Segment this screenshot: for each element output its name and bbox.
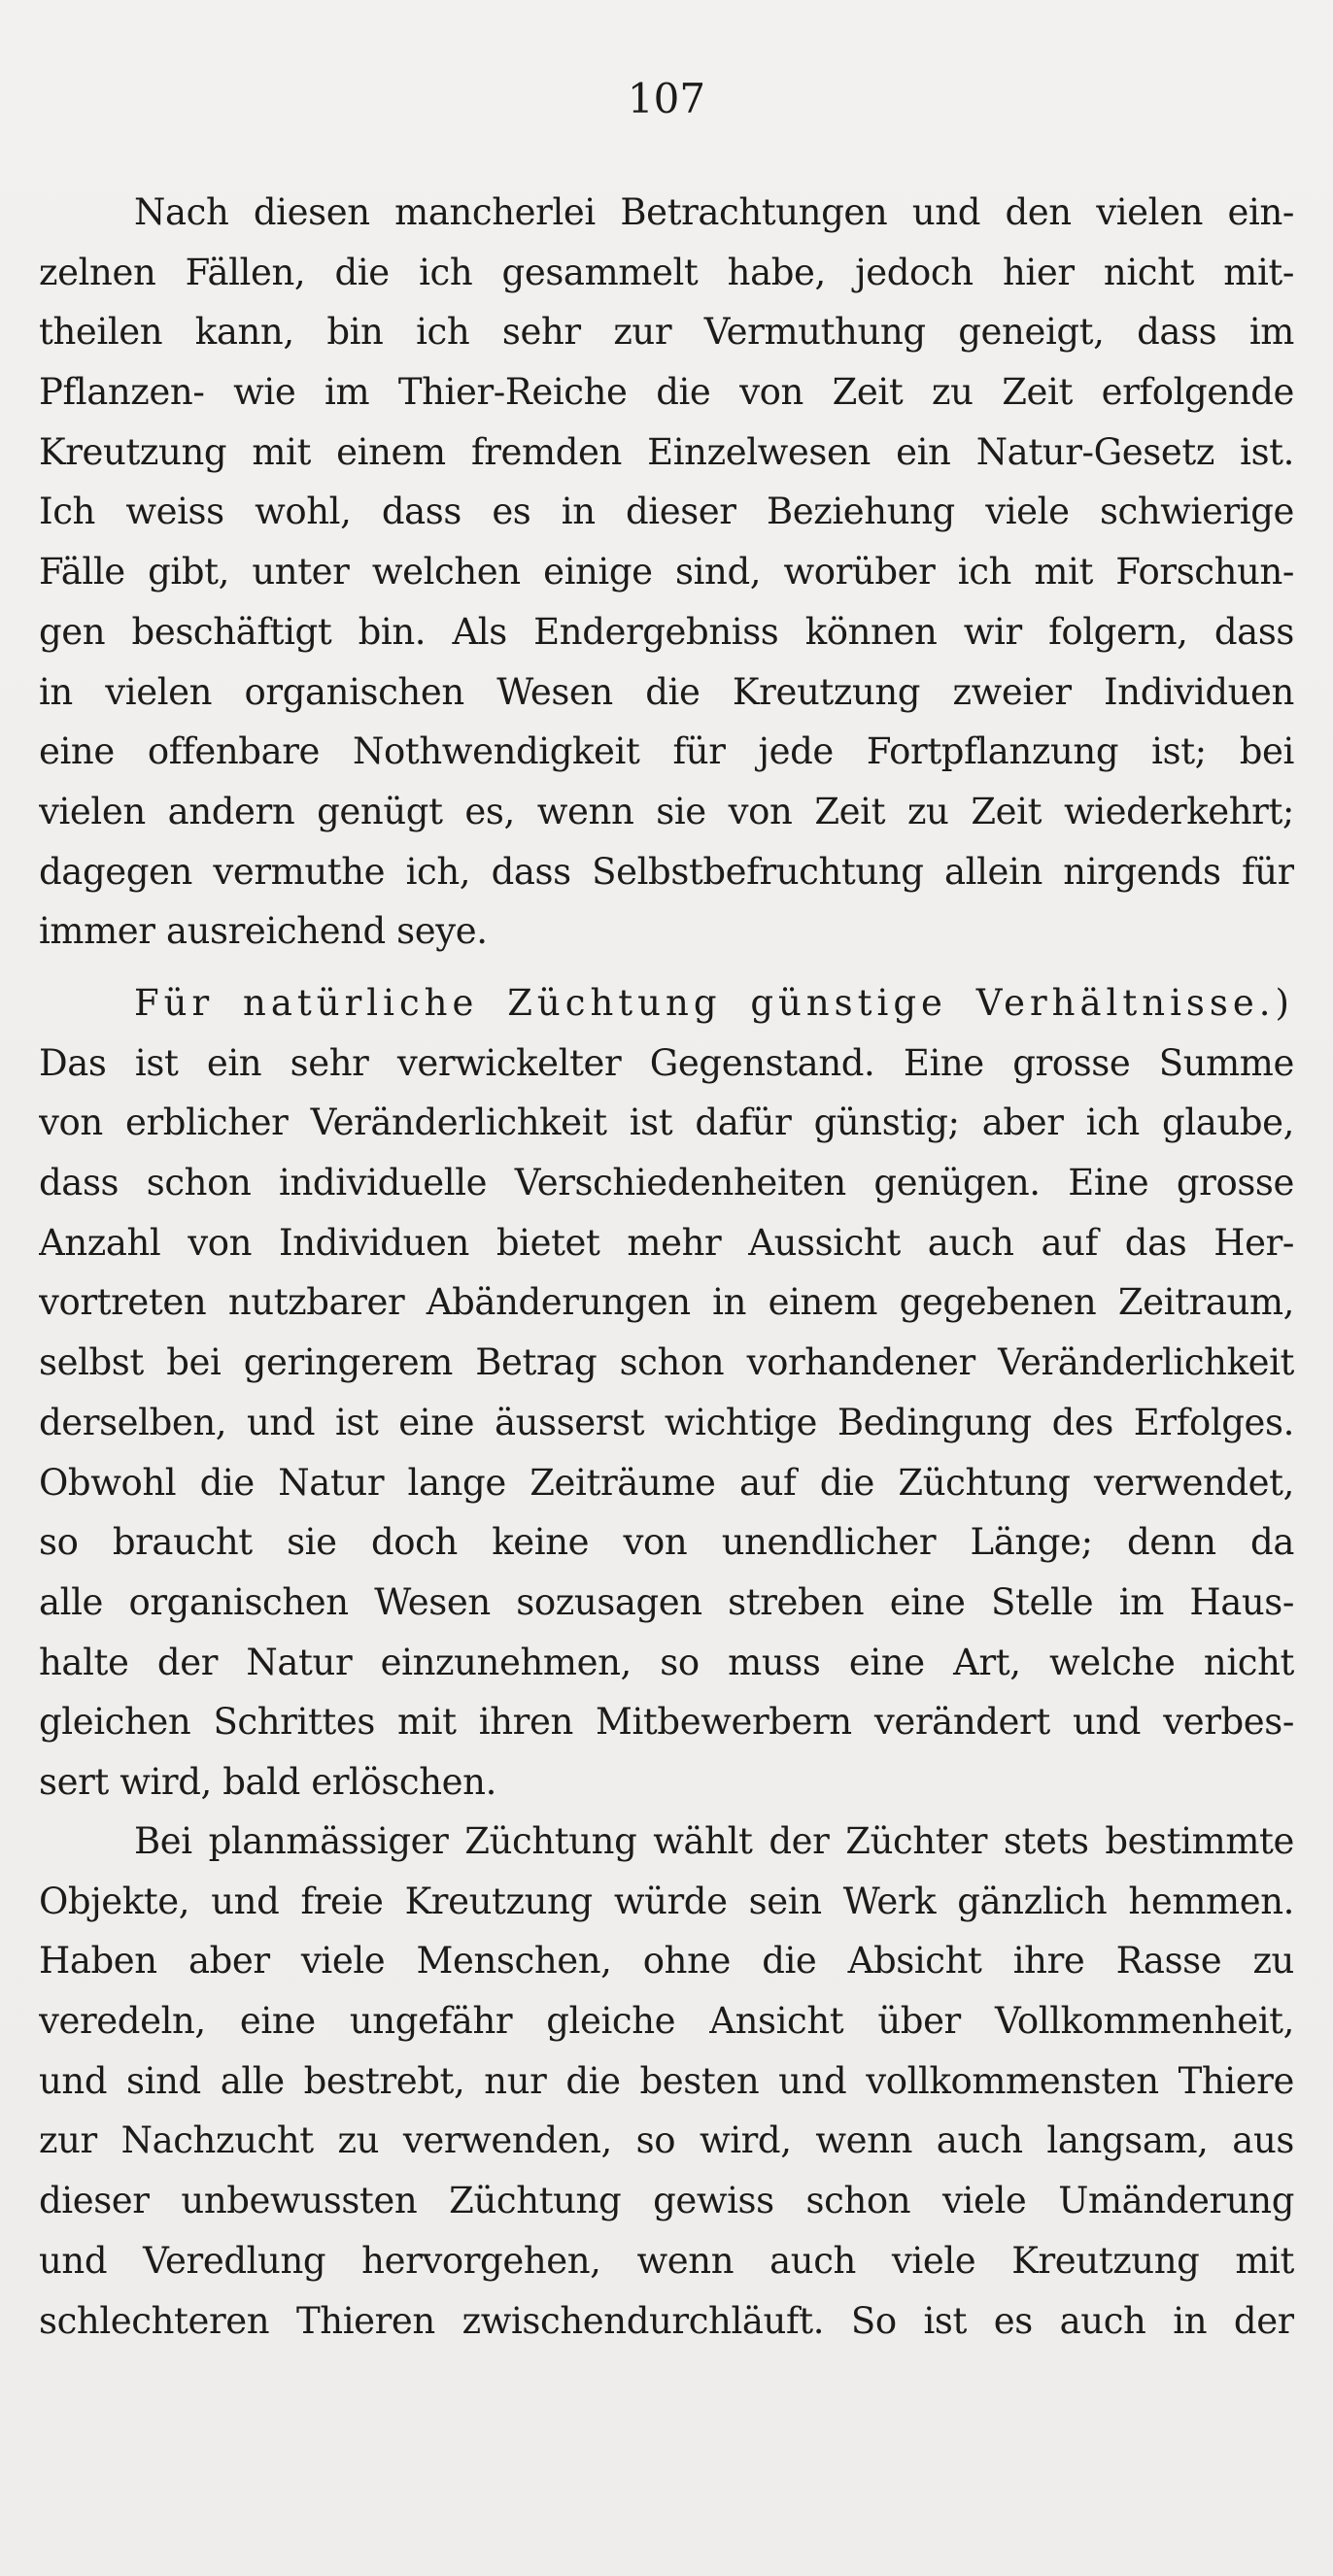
text-line: dass schon individuelle Verschiedenheiten genügen. Eine grosse [39, 1162, 1294, 1204]
text-line: Objekte, und freie Kreutzung würde sein Werk gänzlich hemmen. [39, 1880, 1294, 1922]
text-line: Ich weiss wohl, dass es in dieser Beziehung viele schwierige [39, 491, 1294, 533]
text-line: in vielen organischen Wesen die Kreutzung zweier Individuen [39, 670, 1294, 713]
paragraph-3 [39, 1812, 1294, 2351]
paragraph-1 [39, 183, 1294, 962]
text-line: Obwohl die Natur lange Zeiträume auf die Züchtung verwendet, [39, 1461, 1294, 1504]
text-line: Kreutzung mit einem fremden Einzelwesen ein Natur-Gesetz ist. [39, 430, 1294, 473]
text-line: von erblicher Veränderlichkeit ist dafür günstig; aber ich glaube, [39, 1102, 1294, 1144]
text-line: gleichen Schrittes mit ihren Mitbewerbern verändert und verbes- [39, 1701, 1294, 1744]
text-line: derselben, und ist eine äusserst wichtige Bedingung des Erfolges. [39, 1401, 1294, 1443]
text-line: selbst bei geringerem Betrag schon vorhandener Veränderlichkeit [39, 1341, 1294, 1384]
text-line: dieser unbewussten Züchtung gewiss schon viele Umänderung [39, 2180, 1294, 2222]
page-number: 107 [627, 75, 706, 122]
text-line: halte der Natur einzunehmen, so muss eine Art, welche nicht [39, 1641, 1294, 1683]
text-line: schlechteren Thieren zwischendurchläuft. So ist es auch in der [39, 2299, 1294, 2342]
text-line: vortreten nutzbarer Abänderungen in einem gegebenen Zeitraum, [39, 1281, 1294, 1324]
text-line: so braucht sie doch keine von unendlicher Länge; denn da [39, 1521, 1294, 1564]
text-line: Anzahl von Individuen bietet mehr Aussicht auch auf das Her- [39, 1221, 1294, 1264]
section-heading: Für natürliche Züchtung günstige Verhältnisse.) [134, 982, 1294, 1024]
text-line: Nach diesen mancherlei Betrachtungen und den vielen ein- [134, 191, 1294, 233]
text-line: sert wird, bald erlöschen. [39, 1760, 496, 1803]
text-line: zur Nachzucht zu verwenden, so wird, wenn auch langsam, aus [39, 2119, 1294, 2162]
text-line: Haben aber viele Menschen, ohne die Absicht ihre Rasse zu [39, 1940, 1294, 1983]
text-line: und Veredlung hervorgehen, wenn auch viele Kreutzung mit [39, 2239, 1294, 2282]
text-line: veredeln, eine ungefähr gleiche Ansicht über Vollkommenheit, [39, 2000, 1294, 2043]
text-line: Pflanzen- wie im Thier-Reiche die von Zeit zu Zeit erfolgende [39, 371, 1294, 414]
text-line: vielen andern genügt es, wenn sie von Zeit zu Zeit wiederkehrt; [39, 790, 1294, 832]
text-line: Bei planmässiger Züchtung wählt der Züchter stets bestimmte [134, 1820, 1294, 1862]
text-line: gen beschäftigt bin. Als Endergebniss können wir folgern, dass [39, 610, 1294, 653]
text-line: alle organischen Wesen sozusagen streben eine Stelle im Haus- [39, 1580, 1294, 1623]
text-line: eine offenbare Nothwendigkeit für jede Fortpflanzung ist; bei [39, 730, 1294, 773]
text-line: immer ausreichend seye. [39, 910, 488, 953]
paragraph-2 [39, 973, 1294, 1813]
text-line: dagegen vermuthe ich, dass Selbstbefruchtung allein nirgends für [39, 850, 1294, 893]
text-line: Das ist ein sehr verwickelter Gegenstand. Eine grosse Summe [39, 1041, 1294, 1084]
text-line: Fälle gibt, unter welchen einige sind, worüber ich mit Forschun- [39, 551, 1294, 593]
text-line: zelnen Fällen, die ich gesammelt habe, jedoch hier nicht mit- [39, 251, 1294, 293]
text-line: theilen kann, bin ich sehr zur Vermuthung geneigt, dass im [39, 311, 1294, 354]
text-line: und sind alle bestrebt, nur die besten und vollkommensten Thiere [39, 2059, 1294, 2102]
